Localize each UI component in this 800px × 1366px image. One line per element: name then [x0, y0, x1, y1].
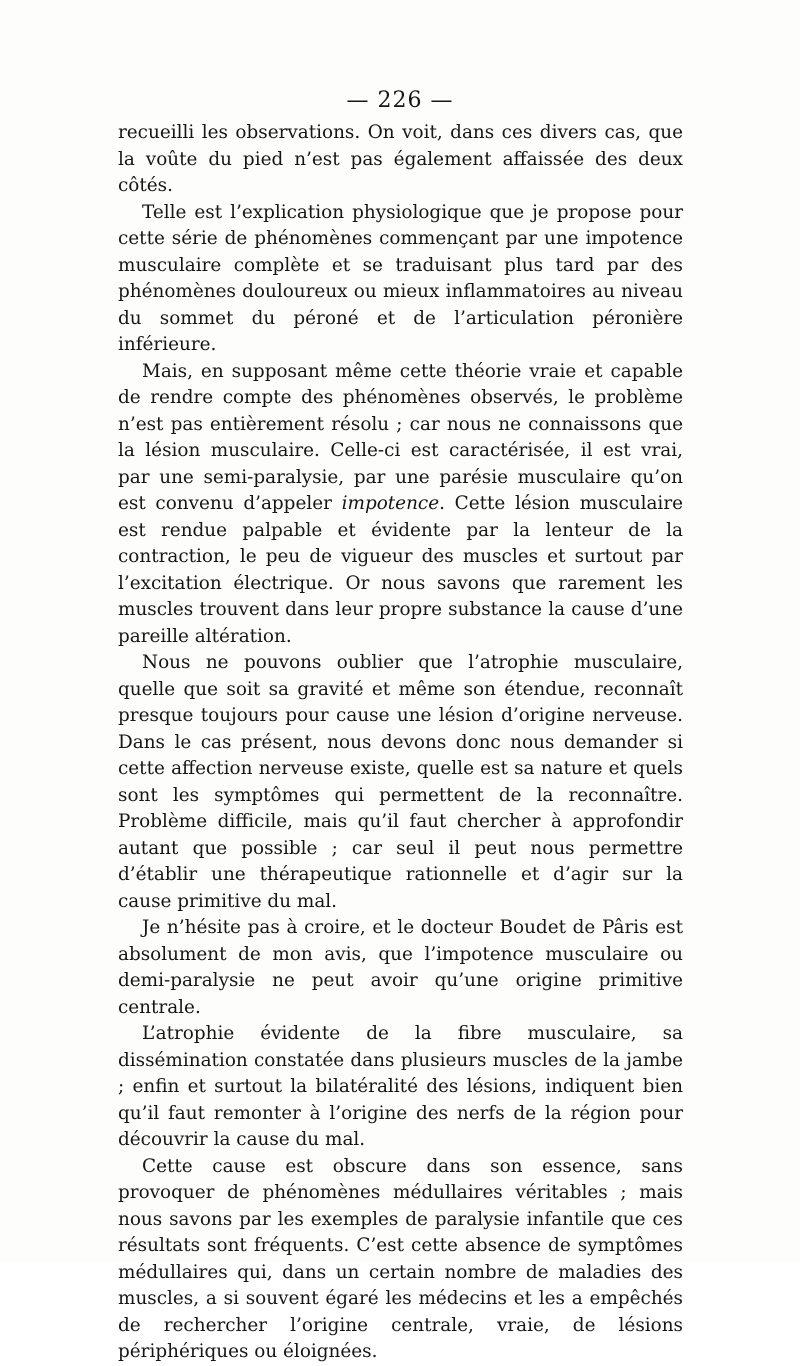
paragraph-3 [118, 359, 683, 651]
paragraph-4-text: Nous ne pouvons oublier que l’atrophie musculaire, quelle que soit sa gravité et même son étendue, reconnaît presque toujours pour cause une lésion d’origine nerveuse. Dans le cas présent, nous devons donc nous demander si cette affection nerveuse existe, quelle est sa nature et quels sont les symptômes qui permettent de la reconnaître. Problème difficile, mais qu’il faut chercher à approfondir autant que possible ; car seul il peut nous permettre d’établir une thérapeutique rationnelle et d’agir sur la cause primitive du mal. [118, 652, 683, 912]
body-text [118, 120, 683, 1366]
paragraph-7 [118, 1154, 683, 1366]
paragraph-1 [118, 120, 683, 200]
page-number: — 226 — [346, 88, 454, 113]
paragraph-2-text: Telle est l’explication physiologique que je propose pour cette série de phénomènes commençant par une impotence musculaire complète et se traduisant plus tard par des phénomènes douloureux ou mieux inflammatoires au niveau du sommet du péroné et de l’articulation péronière inférieure. [118, 201, 683, 355]
paragraph-7-text: Cette cause est obscure dans son essence, sans provoquer de phénomènes médullaires véritables ; mais nous savons par les exemples de paralysie infantile que ces résultats sont fréquents. C’est cette absence de symptômes médullaires qui, dans un certain nombre de maladies des muscles, a si souvent égaré les médecins et les a empêchés de rechercher l’origine centrale, vraie, de lésions périphériques ou éloignées. [118, 1155, 683, 1362]
paragraph-6-text: L’atrophie évidente de la fibre musculaire, sa dissémination constatée dans plusieurs muscles de la jambe ; enfin et surtout la bilatéralité des lésions, indiquent bien qu’il faut remonter à l’origine des nerfs de la région pour découvrir la cause du mal. [118, 1023, 683, 1150]
paragraph-5 [118, 915, 683, 1021]
paragraph-3-text-before: Mais, en supposant même cette théorie vraie et capable de rendre compte des phénomènes observés, le problème n’est pas entièrement résolu ; car nous ne connaissons que la lésion musculaire. Celle-ci est caractérisée, il est vrai, par une semi-paralysie, par une parésie musculaire qu’on est convenu d’appeler [118, 360, 683, 514]
paragraph-5-text: Je n’hésite pas à croire, et le docteur Boudet de Pâris est absolument de mon avis, que l’impotence musculaire ou demi-paralysie ne peut avoir qu’une origine primitive centrale. [118, 917, 683, 1018]
paragraph-4 [118, 650, 683, 915]
paragraph-1-text: recueilli les observations. On voit, dans ces divers cas, que la voûte du pied n’est pas également affaissée des deux côtés. [118, 122, 683, 196]
paragraph-3-text-after: . Cette lésion musculaire est rendue palpable et évidente par la lenteur de la contraction, le peu de vigueur des muscles et surtout par l’excitation électrique. Or nous savons que rarement les muscles trouvent dans leur propre substance la cause d’une pareille altération. [118, 493, 683, 647]
paragraph-6 [118, 1021, 683, 1154]
paragraph-2 [118, 200, 683, 359]
paragraph-3-italic-term: impotence [341, 493, 440, 514]
